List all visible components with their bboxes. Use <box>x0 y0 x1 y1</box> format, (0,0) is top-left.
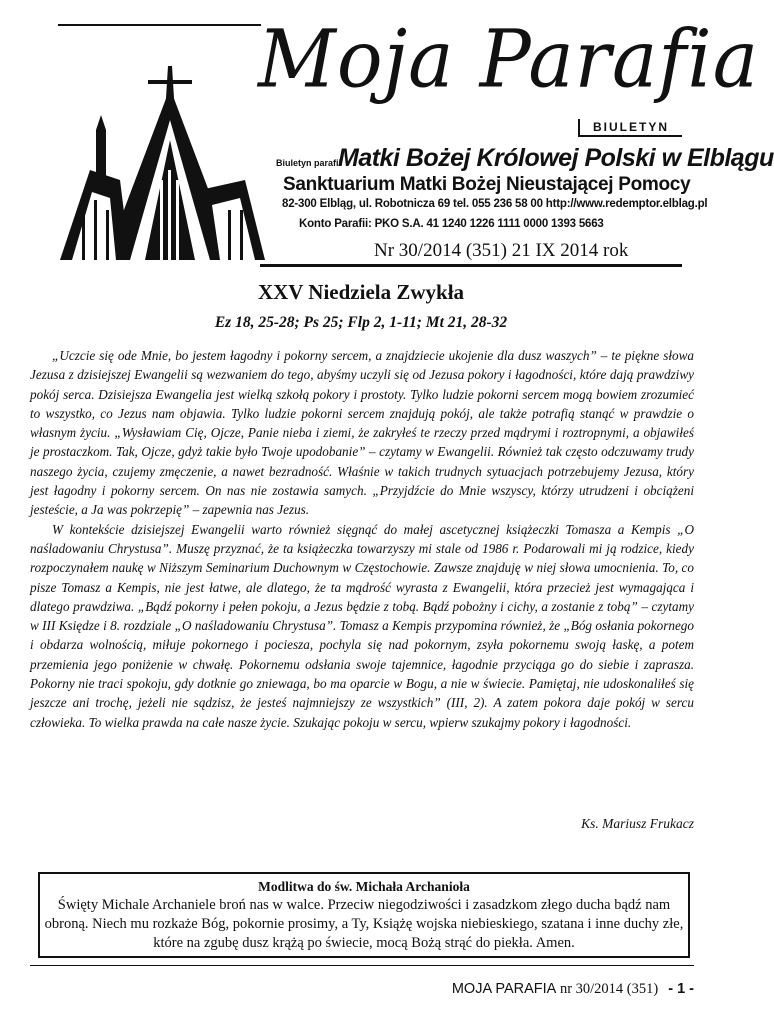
scripture-readings: Ez 18, 25-28; Ps 25; Flp 2, 1-11; Mt 21, 28-32 <box>214 314 508 331</box>
parish-prefix: Biuletyn parafii <box>276 158 342 168</box>
parish-account: Konto Parafii: PKO S.A. 41 1240 1226 1111 0000 1393 5663 <box>299 218 604 230</box>
prayer-text: Święty Michale Archaniele broń nas w walce. Przeciw niegodziwości i zasadzkom złego ducha bądź nam obroną. Niech mu rozkaże Bóg, pokornie prosimy, a Ty, Książę wojska niebieskiego, szatana i inne duchy złe, które na zgubę dusz krążą po świecie, mocą Bożą strąć do piekła. Amen. <box>44 897 684 951</box>
footer-issue: nr 30/2014 (351) <box>556 981 659 997</box>
footer-publication: MOJA PARAFIA <box>451 981 557 997</box>
prayer-title: Modlitwa do św. Michała Archanioła <box>258 879 470 894</box>
article-body <box>30 346 694 732</box>
page-title: XXV Niedziela Zwykła <box>257 280 465 304</box>
issue-info: Nr 30/2014 (351) 21 IX 2014 rok <box>374 240 629 261</box>
parish-address: 82-300 Elbląg, ul. Robotnicza 69 tel. 055 236 58 00 http://www.redemptor.elblag.pl <box>282 198 708 210</box>
prayer-box <box>38 872 690 958</box>
footer-rule <box>30 965 694 966</box>
page-number: - 1 - <box>668 981 694 997</box>
article-author: Ks. Mariusz Frukacz <box>581 816 694 831</box>
article-paragraph: W kontekście dzisiejszej Ewangelii warto również sięgnąć do małej ascetycznej książeczki Tomasza a Kempis „O naśladowaniu Chrystusa”. Muszę przyznać, że ta książeczka towarzyszy mi stale od 1986 r. Podarowali mi ją rodzice, kiedy rozpoczynałem naukę w Niższym Seminarium Duchownym w Częstochowie. Zawsze znajduję w niej słowa umocnienia. To, co pisze Tomasz a Kempis, nie jest łatwe, ale dlatego, że ta mądrość wyrasta z Ewangelii, która przecież jest wymagająca i dlatego prawdziwa. „Bądź pokorny i pełen pokoju, a Jezus będzie z tobą. Bądź pobożny i cichy, a zostanie z tobą” – czytamy w III Księdze i 8. rozdziale „O naśladowaniu Chrystusa”. Tomasz a Kempis przypomina również, że „Bóg osłania pokornego i obdarza wolnością, miłuje pokornego i pociesza, pochyla się nad pokornym, zsyła pokornemu swoją łaskę, a potem przemienia jego poniżenie w chwałę. Pokornemu odsłania swoje tajemnice, łagodnie przyciąga go do siebie i zaprasza. Pokorny nie traci spokoju, gdy dotknie go zniewaga, bo ma oparcie w Bogu, a nie w świecie. Pamiętaj, nie udoskonaliłeś się jeszcze ani trochę, jeżeli nie sądzisz, że jesteś najmniejszy ze wszystkich” (III, 2). A zatem pokora daje pokój w sercu człowieka. To wielka prawda na całe nasze życie. Szukając pokoju w sercu, wpierw szukajmy pokory i łagodności. <box>30 521 694 730</box>
sanctuary-name: Sanktuarium Matki Bożej Nieustającej Pomocy <box>283 174 691 195</box>
header-bottom-rule <box>260 264 682 267</box>
article-paragraph: „Uczcie się ode Mnie, bo jestem łagodny i pokorny sercem, a znajdziecie ukojenie dla dusz waszych” – te piękne słowa Jezusa z dzisiejszej Ewangelii są wezwaniem do tego, abyśmy uczyli się od Jezusa pokory i łagodności, które dają prawdziwy pokój serca. Dzisiejsza Ewangelia jest wielką szkołą pokory i prostoty. Tylko ludzie pokorni sercem mogą bowiem zrozumieć to wszystko, co Jezus nam objawia. Tylko ludzie pokorni sercem znajdują pokój, ale także potrafią stanąć w prawdzie o własnym życiu. „Wysławiam Cię, Ojcze, Panie nieba i ziemi, że zakryłeś te rzeczy przed mądrymi i roztropnymi, a objawiłeś je prostaczkom. Tak, Ojcze, gdyż takie było Twoje upodobanie” – czytamy w Ewangelii. Również tak często odczuwamy trudy naszego życia, czujemy zmęczenie, a nawet bezradność. Właśnie w takich trudnych sytuacjach potrzebujemy Jezusa, który jest łagodny i pokorny sercem. On nas nie zostawia samych. „Przyjdźcie do Mnie wszyscy, którzy utrudzeni i obciążeni jesteście, a Ja was pokrzepię” – zapewnia nas Jezus. <box>30 348 694 518</box>
masthead-title: Moja Parafia <box>258 11 760 106</box>
biuletyn-label: BIULETYN <box>578 119 682 137</box>
header-top-rule <box>58 24 261 26</box>
parish-name: Matki Bożej Królowej Polski w Elblągu <box>338 144 774 172</box>
church-logo-icon <box>60 60 265 260</box>
page-footer <box>452 981 694 998</box>
